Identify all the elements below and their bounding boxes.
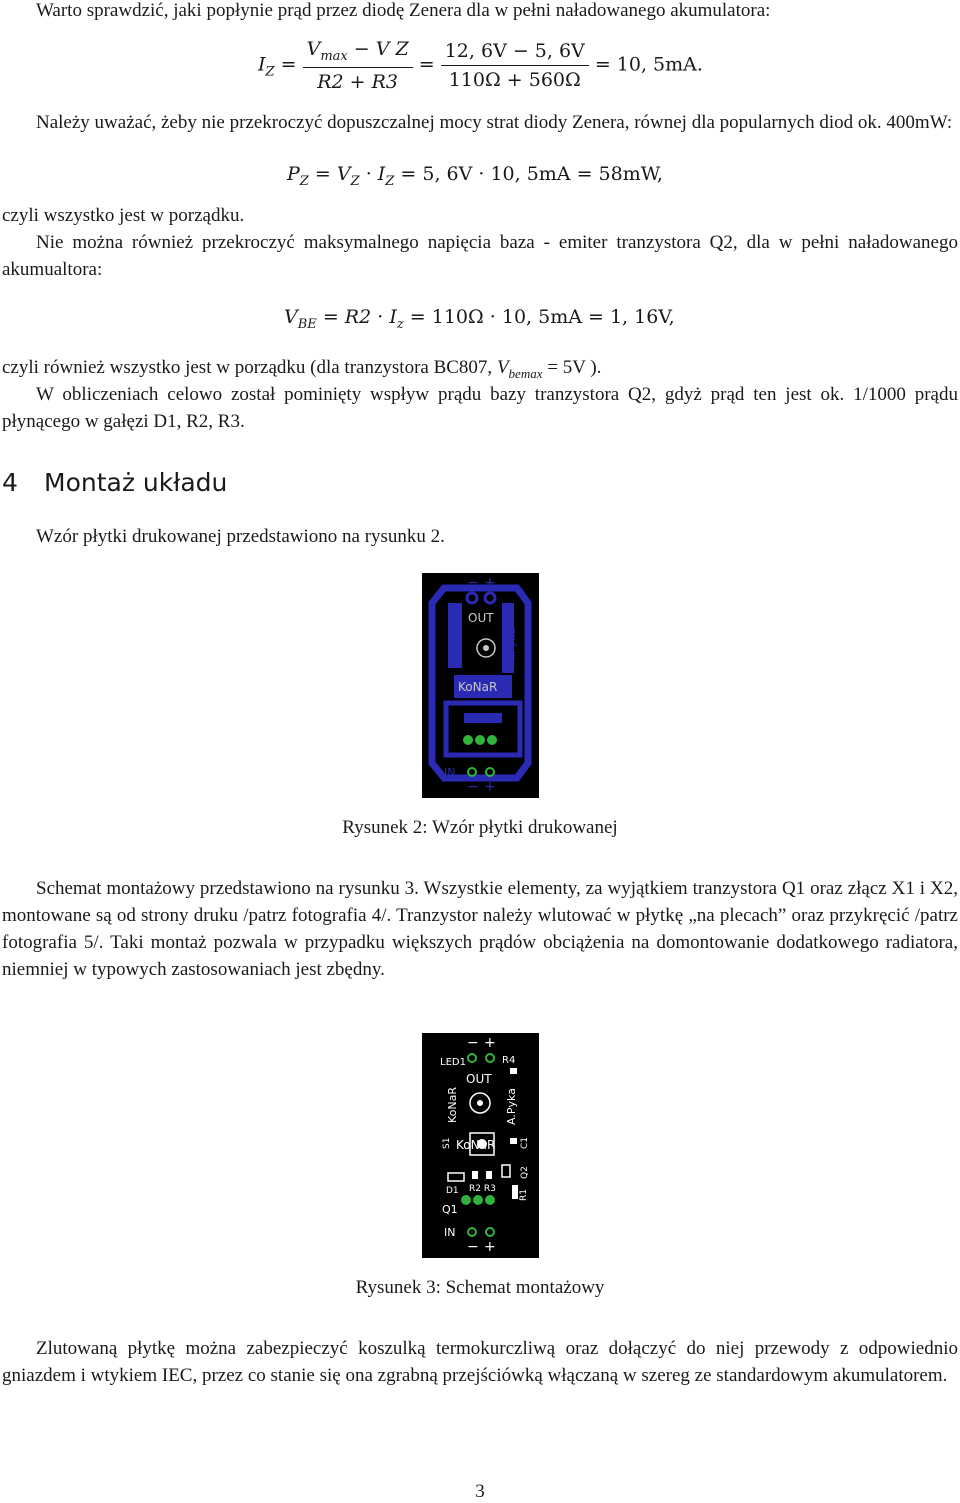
asm-label-led1: LED1 xyxy=(440,1057,466,1068)
paragraph-vbe-limit: Nie można również przekroczyć maksymalnego napięcia baza - emiter tranzystora Q2, dla w pełni naładowanego akumualtora: xyxy=(2,232,958,280)
asm-label-r2r3: R2 R3 xyxy=(469,1184,496,1194)
asm-label-d1: D1 xyxy=(446,1186,459,1196)
asm-label-r4: R4 xyxy=(502,1055,516,1066)
paragraph-ok: czyli wszystko jest w porządku. xyxy=(2,205,245,226)
figure-3-caption: Rysunek 3: Schemat montażowy xyxy=(355,1277,605,1298)
asm-label-c1: C1 xyxy=(520,1136,530,1149)
asm-label-s1: S1 xyxy=(442,1137,452,1149)
asm-label-apyka: A.Pyka xyxy=(505,1088,518,1125)
paragraph-vbe-ok: czyli również wszystko jest w porządku (dla tranzystora BC807, $V_{bemax} = 5V$ ). xyxy=(2,357,602,381)
asm-label-r1: R1 xyxy=(519,1189,529,1201)
asm-label-q2: Q2 xyxy=(520,1166,530,1179)
page-number: 3 xyxy=(475,1481,485,1502)
svg-text:+: + xyxy=(484,1239,496,1255)
pcb-label-in: IN xyxy=(444,766,456,779)
paragraph-pcb-intro: Wzór płytki drukowanej przedstawiono na rysunku 2. xyxy=(36,526,445,547)
pcb-label-out: OUT xyxy=(468,611,494,625)
fraction-symbolic: $\frac{V_{max} - V Z}{R2 + R3}$ xyxy=(303,38,413,93)
svg-text:+: + xyxy=(484,779,496,795)
equation-vbe: $V_{BE} = R2 \cdot I_z = 110\Omega \cdot 10$, 5mA = 1, 16V, xyxy=(284,306,675,332)
asm-label-konar-vertical: KoNaR xyxy=(446,1086,459,1123)
pcb-label-konar-horizontal: KoNaR xyxy=(458,680,498,694)
equation-zener-current: $I_Z$ = $\frac{V_{max} - V Z}{R2 + R3}$ = $\frac{12, 6V - 5, 6V}{110\Omega + 560\Omega}$ = 10, 5mA. xyxy=(258,38,703,93)
asm-label-q1: Q1 xyxy=(442,1203,458,1216)
svg-text:−: − xyxy=(467,1035,479,1051)
equation-zener-power: $P_Z = V_Z \cdot I_Z = 5$, 6V · 10, 5mA = 58mW, xyxy=(287,163,663,189)
asm-label-in: IN xyxy=(444,1226,456,1239)
asm-label-konar-horizontal: KoNaR xyxy=(456,1138,496,1152)
assembly-drawing xyxy=(422,1033,539,1258)
asm-label-out: OUT xyxy=(466,1072,492,1086)
section-heading: 4 Montaż układu xyxy=(2,468,228,497)
pcb-label-plus: + xyxy=(484,575,496,591)
paragraph-finishing: Zlutowaną płytkę można zabezpieczyć koszulką termokurczliwą oraz dołączyć do niej przewody z odpowiednio gniazdem i wtykiem IEC, przez co stanie się ona zgrabną przejściówką włączaną w szereg ze standardowym akumulatorem. xyxy=(2,1338,958,1386)
fraction-numeric: $\frac{12, 6V - 5, 6V}{110\Omega + 560\Omega}$ xyxy=(441,40,589,91)
paragraph-base-current: W obliczeniach celowo został pominięty wspływ prądu bazy tranzystora Q2, gdyż prąd ten jest ok. 1/1000 prądu płynącego w gałęzi D1, R2, R3. xyxy=(2,384,958,432)
figure-pcb-pattern xyxy=(422,573,539,798)
figure-2-caption: Rysunek 2: Wzór płytki drukowanej xyxy=(342,817,618,838)
pcb-label-minus: − xyxy=(467,575,479,591)
pcb-label-konar-vertical: KoNaR xyxy=(446,626,459,663)
paragraph-assembly: Schemat montażowy przedstawiono na rysunku 3. Wszystkie elementy, za wyjątkiem tranzystora Q1 oraz złącz X1 i X2, montowane są od strony druku /patrz fotografia 4/. Tranzystor należy wlutować w płytkę „na plecach” oraz przykręcić /patrz fotografia 5/. Taki montaż pozwala w przypadku większych prądów obciążenia na domontowanie dodatkowego radiatora, niemniej w typowych zastosowaniach jest zbędny. xyxy=(2,878,958,980)
pcb-label-apyka: A.Pyka xyxy=(505,628,518,665)
svg-text:−: − xyxy=(467,779,479,795)
pcb-pattern-drawing xyxy=(422,573,539,798)
svg-text:+: + xyxy=(484,1035,496,1051)
figure-assembly-diagram xyxy=(422,1033,539,1258)
paragraph-zener-current: Warto sprawdzić, jaki popłynie prąd przez diodę Zenera dla w pełni naładowanego akumulatora: xyxy=(36,0,771,21)
svg-text:−: − xyxy=(467,1239,479,1255)
paragraph-zener-power: Należy uważać, żeby nie przekroczyć dopuszczalnej mocy strat diody Zenera, równej dla popularnych diod ok. 400mW: xyxy=(36,112,953,133)
